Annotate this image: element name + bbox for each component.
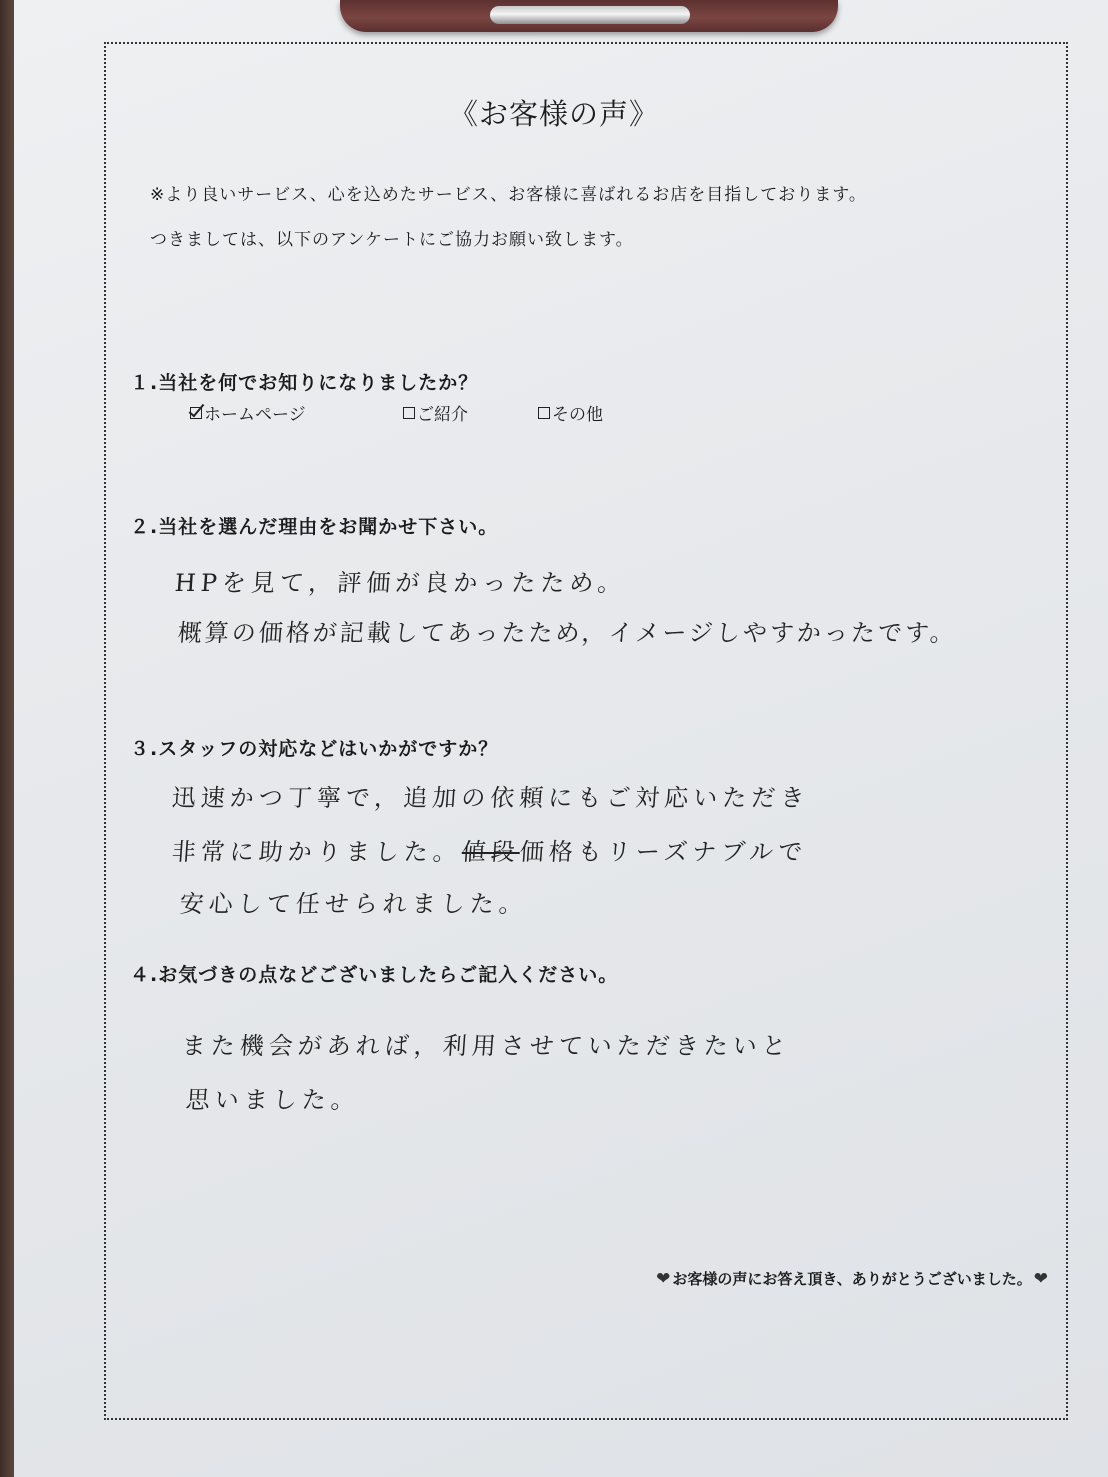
closing-text: お客様の声にお答え頂き、ありがとうございました。: [672, 1270, 1032, 1288]
question-2-label: ２.当社を選んだ理由をお聞かせ下さい。: [130, 516, 499, 538]
option-homepage[interactable]: [190, 400, 306, 425]
heart-icon: ❤: [656, 1268, 671, 1289]
struck-out-word: 値段: [460, 838, 521, 866]
answer-3-line-1: 迅速かつ丁寧で，追加の依頼にもご対応いただき: [170, 784, 811, 812]
answer-3-line-2-part-1: 非常に助かりました。: [170, 838, 463, 866]
option-homepage-label: ホームページ: [204, 405, 306, 425]
option-other-label: その他: [552, 405, 603, 425]
option-referral[interactable]: [403, 400, 468, 425]
checkbox-icon[interactable]: [538, 407, 550, 419]
clip-metal-bar: [490, 6, 690, 24]
intro-line-1: ※より良いサービス、心を込めたサービス、お客様に喜ばれるお店を目指しております。: [150, 185, 867, 205]
checkbox-checked-icon[interactable]: [190, 407, 202, 419]
answer-2-line-2: 概算の価格が記載してあったため，イメージしやすかったです。: [176, 619, 958, 647]
answer-2-line-1: HPを見て，評価が良かったため。: [173, 569, 628, 597]
form-title: 《お客様の声》: [448, 97, 659, 131]
answer-3-line-2-part-2: 価格もリーズナブルで: [518, 838, 809, 866]
option-other[interactable]: [538, 400, 603, 425]
intro-line-2: つきましては、以下のアンケートにご協力お願い致します。: [150, 230, 634, 250]
clipboard-clip: [340, 0, 838, 32]
question-1-label: １.当社を何でお知りになりましたか？: [130, 372, 479, 394]
answer-4-line-1: また機会があれば，利用させていただきたいと: [180, 1032, 792, 1060]
answer-4-line-2: 思いました。: [184, 1086, 361, 1114]
answer-3-line-2: [171, 832, 809, 867]
question-3-label: ３.スタッフの対応などはいかがですか？: [130, 738, 499, 760]
answer-3-line-3: 安心して任せられました。: [178, 890, 529, 918]
question-4-label: ４.お気づきの点などございましたらご記入ください。: [130, 964, 619, 986]
heart-icon: ❤: [1033, 1268, 1048, 1289]
option-referral-label: ご紹介: [417, 405, 468, 425]
checkbox-icon[interactable]: [403, 407, 415, 419]
closing-message: [656, 1268, 1048, 1289]
